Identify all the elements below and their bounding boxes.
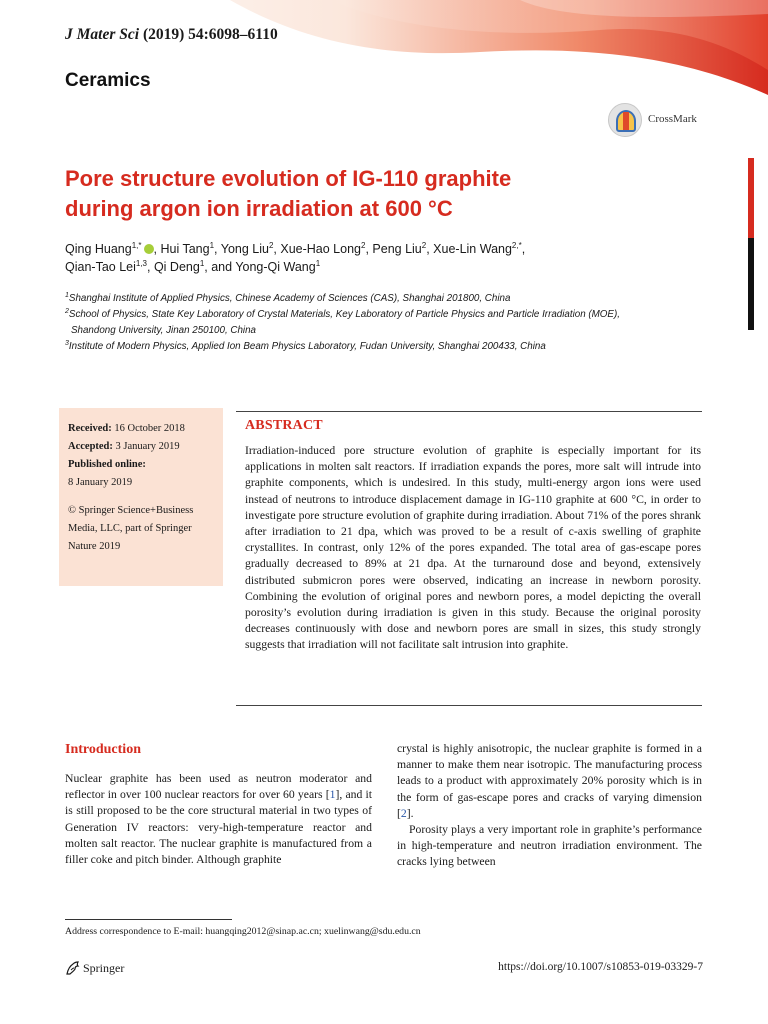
footnote-rule <box>65 919 232 920</box>
author-name[interactable]: Yong Liu <box>220 242 269 256</box>
published-date: 8 January 2019 <box>68 477 133 488</box>
affiliation-1 <box>65 291 705 307</box>
affil-sup: 2 <box>65 308 69 315</box>
author-affil-sup: 1 <box>315 259 321 268</box>
intro-left-column <box>65 771 372 868</box>
received-date: 16 October 2018 <box>114 423 185 434</box>
intro-paragraph <box>397 741 702 822</box>
intro-text: ]. <box>406 806 414 820</box>
section-label: Ceramics <box>65 70 151 91</box>
received-label: Received: <box>68 423 112 434</box>
author-affil-sup: 2 <box>268 241 274 250</box>
volume-pages: (2019) 54:6098–6110 <box>142 26 278 43</box>
affil-text: Shandong University, Jinan 250100, China <box>71 325 256 336</box>
affil-text: School of Physics, State Key Laboratory of Crystal Materials, Key Laboratory of Particle Physics and Particle Irradiation (MOE), <box>68 309 620 320</box>
introduction-heading: Introduction <box>65 742 141 757</box>
citation-link[interactable]: 1 <box>329 788 336 802</box>
citation-link[interactable]: 2 <box>400 806 407 820</box>
author-name[interactable]: Peng Liu <box>372 242 422 256</box>
intro-paragraph: Porosity plays a very important role in graphite’s performance in high-temperature and neutron irradiation environment. The cracks lying between <box>397 823 702 869</box>
affiliation-2 <box>65 307 705 323</box>
published-label-line <box>68 456 218 474</box>
author-name[interactable]: Qi Deng <box>153 260 200 274</box>
springer-horse-icon <box>65 960 81 976</box>
title-line-1: Pore structure evolution of IG-110 graphite <box>65 166 512 191</box>
affil-text: Shanghai Institute of Applied Physics, Chinese Academy of Sciences (CAS), Shanghai 201800, China <box>68 293 511 304</box>
abstract-bottom-rule <box>236 705 702 706</box>
author-affil-sup: 1,3 <box>135 259 147 268</box>
abstract-heading: ABSTRACT <box>245 418 323 433</box>
intro-right-column <box>397 741 702 871</box>
author-affil-sup: 1 <box>199 259 205 268</box>
crossmark-badge[interactable] <box>608 103 708 137</box>
author-affil-sup: 2,* <box>511 241 522 250</box>
crossmark-label: CrossMark <box>648 113 697 125</box>
journal-citation <box>65 26 278 44</box>
abstract-text: Irradiation-induced pore structure evolution of graphite is especially important for its applications in molten salt reactors. If irradiation expands the pores, more salt will intrude into graphite components, which is undesired. In this study, multi-energy argon ions were used instead of neutrons to introduce displacement damage in IG-110 graphite at 600 °C, in order to investigate pore structure evolution of graphite during irradiation. About 71% of the pores shrank after irradiation to 21 dpa, which was proved to be a result of c-axis swelling of graphite crystallites. In contrast, only 12% of the pores expanded. The total area of gas-escape pores gradually decreased to 89% at 21 dpa. At the turnaround dose and beyond, extensively distributed submicron pores were observed, indicating an increase in newborn porosity. Combining the evolution of original pores and newborn pores, a model depicting the overall porosity’s evolution during irradiation is given in this study. Because the original porosity decreases continuously with dose and newborn pores are small in sizes, this study strongly suggests that irradiation will not facilitate salt intrusion into graphite. <box>245 444 701 652</box>
affil-sup: 3 <box>65 340 69 347</box>
author-name[interactable]: Yong-Qi Wang <box>235 260 316 274</box>
edge-marker-red <box>748 158 754 238</box>
author-name[interactable]: Hui Tang <box>160 242 210 256</box>
header-swoosh-graphic <box>0 0 768 120</box>
orcid-icon[interactable] <box>144 244 154 254</box>
author-name[interactable]: Qing Huang <box>65 242 132 256</box>
author-affil-sup: 1 <box>209 241 215 250</box>
accepted-line <box>68 438 218 456</box>
received-line <box>68 420 218 438</box>
copyright-notice: © Springer Science+Business Media, LLC, part of Springer Nature 2019 <box>68 505 194 552</box>
intro-text: ], and it is still proposed to be the core structural material in two types of Generation IV reactors: very-high-temperature reactor and molten salt reactor. The nuclear graphite is manufactured from a filler coke and pitch binder. Although graphite <box>65 788 372 867</box>
affil-text: Institute of Modern Physics, Applied Ion Beam Physics Laboratory, Fudan University, Shanghai 200433, China <box>68 341 546 352</box>
accepted-label: Accepted: <box>68 441 113 452</box>
affiliation-2-cont <box>65 323 705 339</box>
affil-sup: 1 <box>65 292 69 299</box>
title-line-2: during argon ion irradiation at 600 °C <box>65 196 453 221</box>
author-list: Qing Huang$^{1,*}$ , Hui Tang$^1$, Yong Liu$^2$, Xue-Hao Long$^2$, Peng Liu$^2$, Xue-Lin Wang$^{2,*}$, Qian-Tao Lei$^{1,3}$, Qi Deng$^1$, and Yong-Qi Wang$^1$ <box>65 241 526 274</box>
header-band <box>0 0 768 120</box>
affiliation-list <box>65 291 705 355</box>
accepted-date: 3 January 2019 <box>115 441 180 452</box>
article-title <box>65 164 705 224</box>
crossmark-icon <box>608 103 642 137</box>
publisher-name: Springer <box>83 961 125 975</box>
intro-text: Nuclear graphite has been used as neutron moderator and reflector in over 100 nuclear reactors for over 60 years [ <box>65 772 372 802</box>
author-name[interactable]: Xue-Lin Wang <box>433 242 512 256</box>
intro-text: crystal is highly anisotropic, the nuclear graphite is formed in a manner to make them near isotropic. The manufacturing process leads to a product with approximately 20% porosity which is in the form of gas-escape pores and cracks of varying dimension [ <box>397 742 702 820</box>
correspondence-footnote: Address correspondence to E-mail: huangqing2012@sinap.ac.cn; xuelinwang@sdu.edu.cn <box>65 926 421 937</box>
author-affil-sup: 2 <box>421 241 427 250</box>
affiliation-3 <box>65 339 705 355</box>
author-affil-sup: 2 <box>361 241 366 250</box>
edge-marker-black <box>748 238 754 330</box>
article-info-box <box>59 408 223 586</box>
author-name[interactable]: Xue-Hao Long <box>280 242 361 256</box>
journal-name: J Mater Sci <box>65 26 140 43</box>
doi-link[interactable]: https://doi.org/10.1007/s10853-019-03329-7 <box>498 961 703 973</box>
author-name[interactable]: Qian-Tao Lei <box>65 260 136 274</box>
abstract-top-rule <box>236 411 702 412</box>
published-label: Published online: <box>68 459 146 470</box>
author-affil-sup: 1,* <box>131 241 142 250</box>
